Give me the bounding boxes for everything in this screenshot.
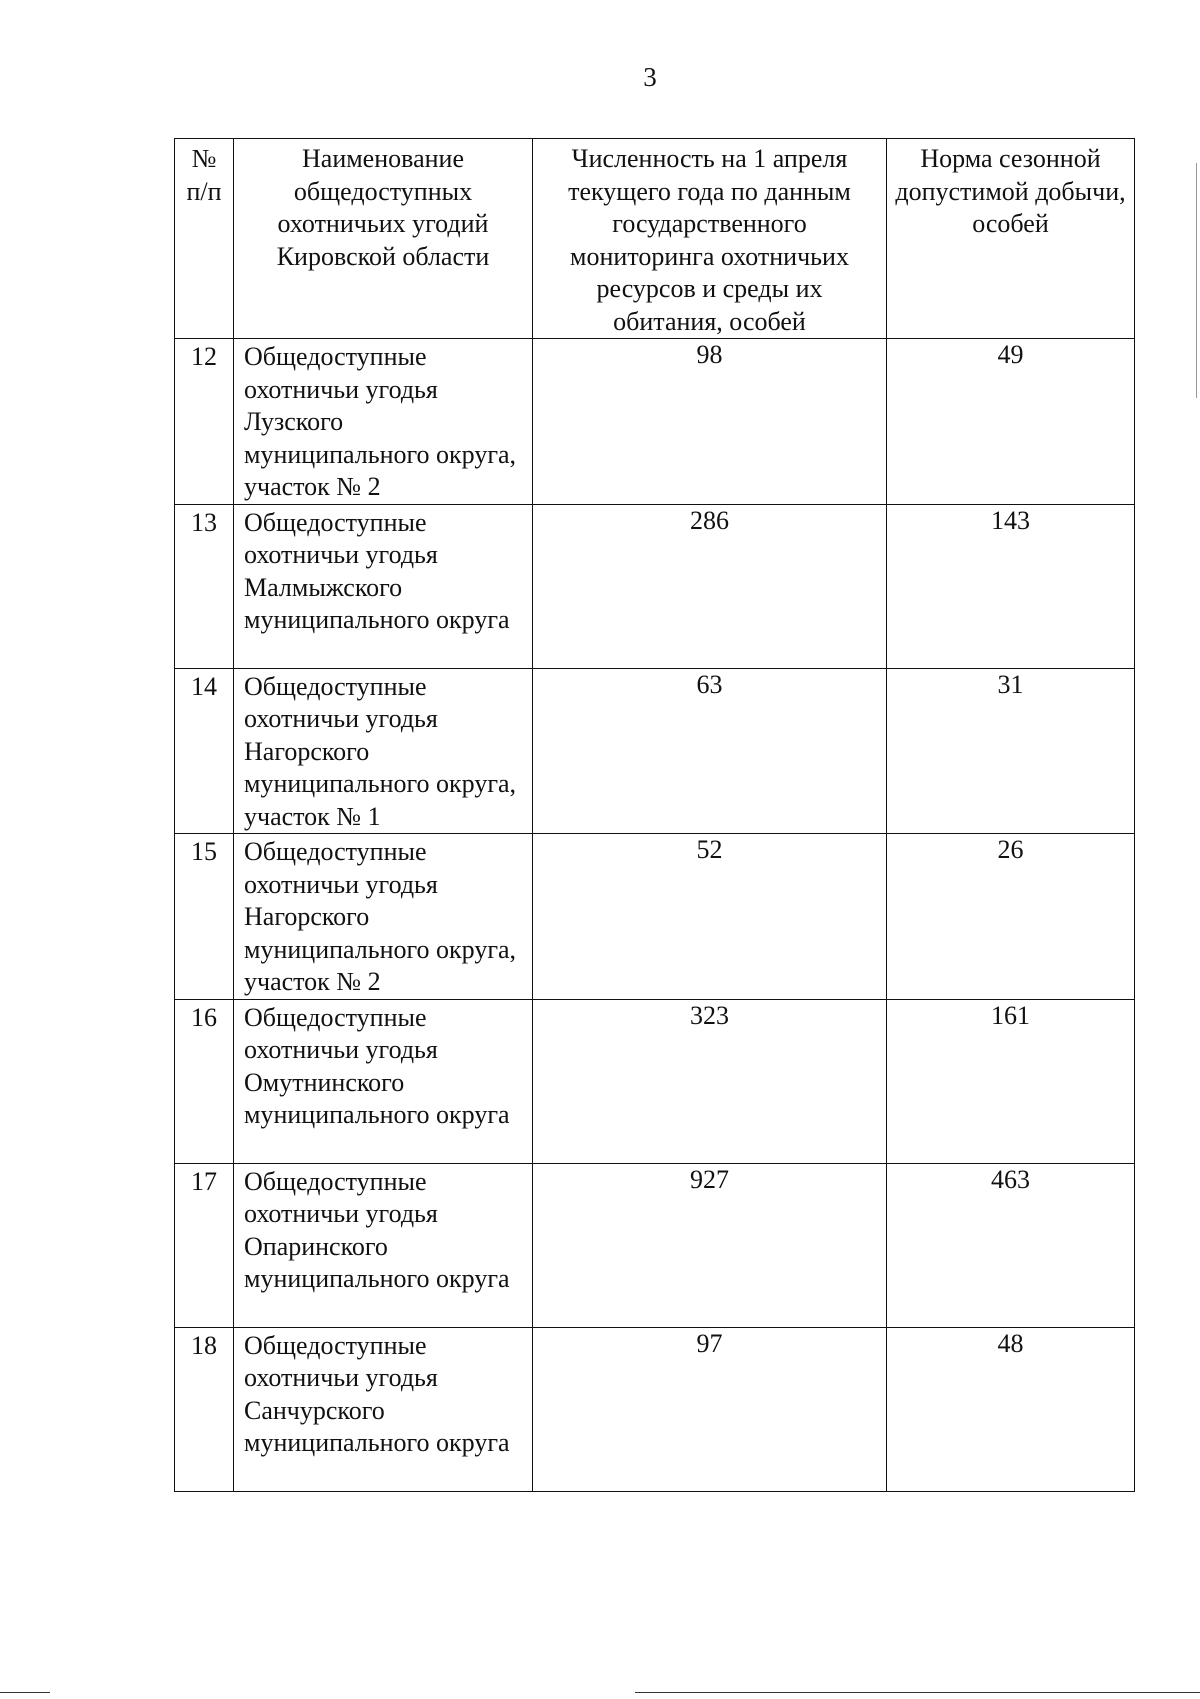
row-count: 323: [533, 999, 887, 1163]
row-name: Общедоступные охотничьи угодья Лузского муниципального округа, участок № 2: [234, 339, 533, 505]
row-name: Общедоступные охотничьи угодья Санчурского муниципального округа: [234, 1327, 533, 1491]
row-name: Общедоступные охотничьи угодья Малмыжского муниципального округа: [234, 504, 533, 668]
row-count: 63: [533, 668, 887, 834]
row-count: 52: [533, 834, 887, 1000]
row-norm: 143: [887, 504, 1135, 668]
table-row: [175, 1163, 1135, 1327]
header-norm: Норма сезонной допустимой добычи, особей: [887, 139, 1135, 339]
row-name: Общедоступные охотничьи угодья Омутнинского муниципального округа: [234, 999, 533, 1163]
row-number: 15: [175, 834, 234, 1000]
table-header: [175, 139, 1135, 339]
row-count: 98: [533, 339, 887, 505]
row-count: 97: [533, 1327, 887, 1491]
row-number: 12: [175, 339, 234, 505]
header-count: Численность на 1 апреля текущего года по данным государственного мониторинга охотничьих ресурсов и среды их обитания, особей: [533, 139, 887, 339]
table-row: [175, 834, 1135, 1000]
row-norm: 31: [887, 668, 1135, 834]
row-name: Общедоступные охотничьи угодья Опаринского муниципального округа: [234, 1163, 533, 1327]
row-number: 18: [175, 1327, 234, 1491]
row-number: 16: [175, 999, 234, 1163]
row-number: 13: [175, 504, 234, 668]
table-row: [175, 668, 1135, 834]
row-norm: 161: [887, 999, 1135, 1163]
row-count: 927: [533, 1163, 887, 1327]
row-number: 17: [175, 1163, 234, 1327]
scan-edge-line: [1196, 163, 1197, 398]
footer-rule-left: [0, 1692, 50, 1693]
row-norm: 463: [887, 1163, 1135, 1327]
row-name: Общедоступные охотничьи угодья Нагорского муниципального округа, участок № 2: [234, 834, 533, 1000]
row-norm: 48: [887, 1327, 1135, 1491]
hunting-grounds-table: [174, 138, 1135, 1492]
table-row: [175, 504, 1135, 668]
table-row: [175, 339, 1135, 505]
row-number: 14: [175, 668, 234, 834]
page-number: 3: [643, 62, 657, 92]
header-name: Наименование общедоступных охотничьих угодий Кировской области: [234, 139, 533, 339]
header-number: № п/п: [175, 139, 234, 339]
table-body: [175, 339, 1135, 1492]
row-norm: 26: [887, 834, 1135, 1000]
row-norm: 49: [887, 339, 1135, 505]
row-name: Общедоступные охотничьи угодья Нагорского муниципального округа, участок № 1: [234, 668, 533, 834]
row-count: 286: [533, 504, 887, 668]
footer-rule-right: [635, 1692, 1200, 1693]
table-row: [175, 1327, 1135, 1491]
table-row: [175, 999, 1135, 1163]
table-header-row: [175, 139, 1135, 339]
